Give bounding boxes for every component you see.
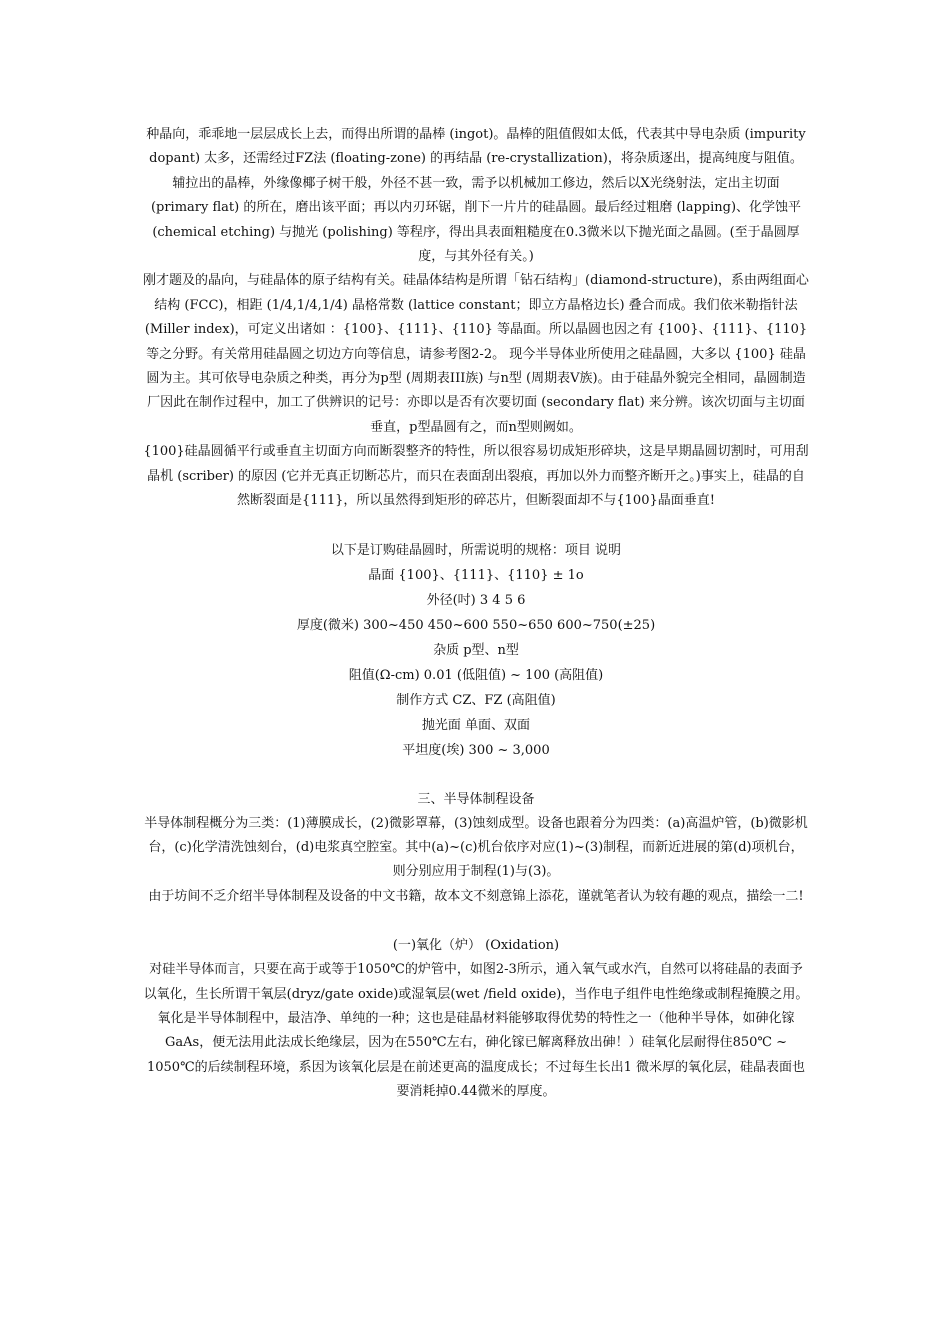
paragraph-ingot-growth: 种晶向，乖乖地一层层成长上去，而得出所谓的晶棒 (ingot)。晶棒的阻值假如太低，代表其中导电杂质 (impurity dopant) 太多，还需经过FZ法 (floating-zone) 的再结晶 (re-crystallization)，将杂质逐出，提高纯度与阻值。	[146, 127, 806, 167]
spec-line-flatness: 平坦度(埃) 300 ~ 3,000	[402, 742, 550, 758]
spec-line-resistivity: 阻值(Ω-cm) 0.01 (低阻值) ~ 100 (高阻值)	[348, 667, 604, 683]
spec-line-thickness: 厚度(微米) 300~450 450~600 550~650 600~750(±25)	[296, 617, 656, 633]
paragraph-ingot-machining: 辅拉出的晶棒，外缘像椰子树干般，外径不甚一致，需予以机械加工修边，然后以X光绕射法，定出主切面 (primary flat) 的所在，磨出该平面；再以内刃环锯，削下一片片的硅晶圆。最后经过粗磨 (lapping)、化学蚀平 (chemical etching) 与抛光 (polishing) 等程序，得出具表面粗糙度在0.3微米以下抛光面之晶圆。(至于晶圆厚度，与其外径有关。)	[150, 175, 802, 265]
document-page	[143, 123, 809, 1105]
spacer	[143, 514, 809, 538]
paragraph-author-note: 由于坊间不乏介绍半导体制程及设备的中文书籍，故本文不刻意锦上添花，谨就笔者认为较有趣的观点，描绘一二!	[148, 888, 804, 904]
spec-line-polish: 抛光面 单面、双面	[421, 717, 531, 733]
spec-line-orientation: 晶面 {100}、{111}、{110} ± 1o	[368, 567, 584, 583]
paragraph-oxidation: 对硅半导体而言，只要在高于或等于1050℃的炉管中，如图2-3所示，通入氧气或水汽，自然可以将硅晶的表面予以氧化，生长所谓干氧层(dryz/gate oxide)或湿氧层(wet /field oxide)，当作电子组件电性绝缘或制程掩膜之用。氧化是半导体制程中，最洁净、单纯的一种；这也是硅晶材料能够取得优势的特性之一（他种半导体，如砷化镓 GaAs，便无法用此法成长绝缘层，因为在550℃左右，砷化镓已解离释放出砷！）硅氧化层耐得住850℃ ~ 1050℃的后续制程环境，系因为该氧化层是在前述更高的温度成长；不过每生长出1 微米厚的氧化层，硅晶表面也要消耗掉0.44微米的厚度。	[143, 962, 809, 1100]
paragraph-crystal-orientation: 刚才题及的晶向，与硅晶体的原子结构有关。硅晶体结构是所谓「钻石结构」(diamond-structure)，系由两组面心结构 (FCC)，相距 (1/4,1/4,1/4) 晶格常数 (lattice constant；即立方晶格边长) 叠合而成。我们依米勒指针法 (Miller index)，可定义出诸如 ：{100}、{111}、{110} 等晶面。所以晶圆也因之有 {100}、{111}、{110}等之分野。有关常用硅晶圆之切边方向等信息，请参考图2-2。 现今半导体业所使用之硅晶圆，大多以 {100} 硅晶圆为主。其可依导电杂质之种类，再分为p型 (周期表III族) 与n型 (周期表Ⅴ族)。由于硅晶外貌完全相同，晶圆制造厂因此在制作过程中，加工了供辨识的记号：亦即以是否有次要切面 (secondary flat) 来分辨。该次切面与主切面垂直，p型晶圆有之，而n型则阙如。	[143, 273, 809, 435]
spec-line-dopant: 杂质 p型、n型	[433, 642, 519, 658]
spacer	[143, 763, 809, 787]
spec-line-diameter: 外径(吋) 3 4 5 6	[426, 592, 526, 608]
spec-line-method: 制作方式 CZ、FZ (高阻值)	[396, 692, 556, 708]
section-heading-equipment: 三、半导体制程设备	[417, 791, 535, 807]
paragraph-wafer-cleaving: {100}硅晶圆循平行或垂直主切面方向而断裂整齐的特性，所以很容易切成矩形碎块，这是早期晶圆切割时，可用刮晶机 (scriber) 的原因 (它并无真正切断芯片，而只在表面刮出裂痕，再加以外力而整齐断开之。)事实上，硅晶的自然断裂面是{111}，所以虽然得到矩形的碎芯片，但断裂面却不与{100}晶面垂直!	[143, 444, 809, 509]
section-heading-oxidation: (一)氧化（炉） (Oxidation)	[392, 938, 560, 954]
paragraph-process-categories: 半导体制程概分为三类：(1)薄膜成长，(2)微影罩幕，(3)蚀刻成型。设备也跟着分为四类：(a)高温炉管，(b)微影机台，(c)化学清洗蚀刻台，(d)电浆真空腔室。其中(a)~(c)机台依序对应(1)~(3)制程，而新近进展的第(d)项机台，则分别应用于制程(1)与(3)。	[144, 815, 808, 880]
spacer	[143, 909, 809, 933]
spec-intro: 以下是订购硅晶圆时，所需说明的规格：项目 说明	[330, 542, 622, 558]
